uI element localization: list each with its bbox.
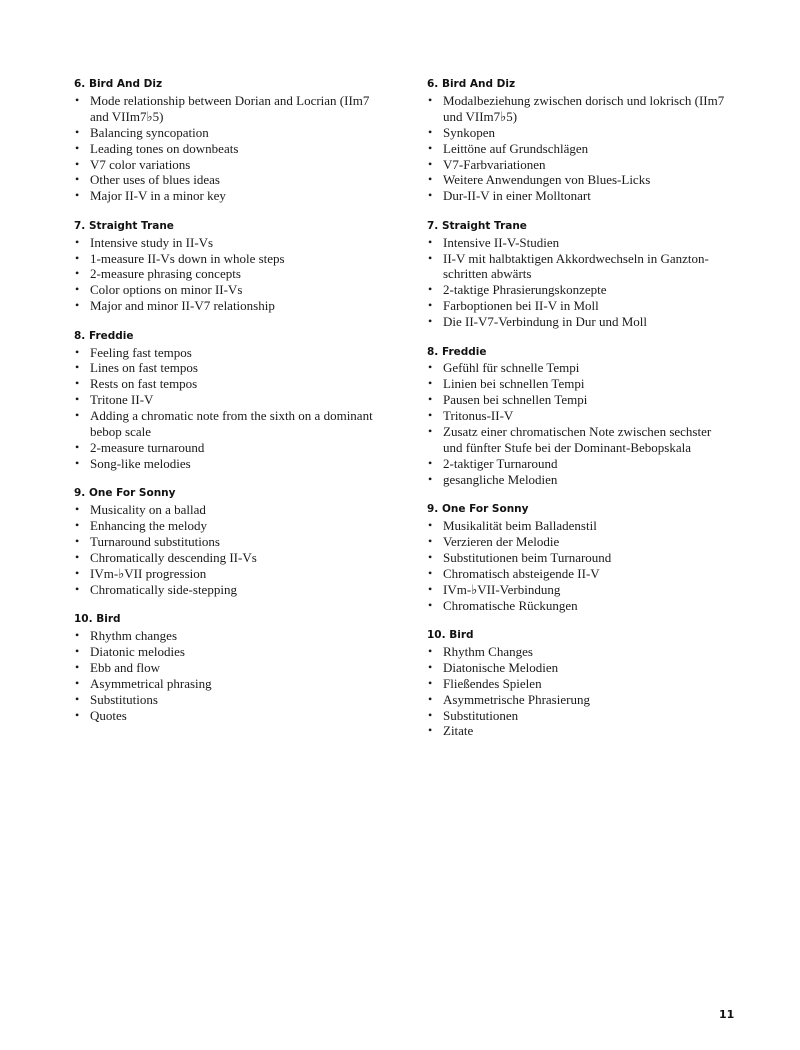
bullet-icon: • xyxy=(428,298,433,313)
list-item xyxy=(427,376,727,392)
bullet-icon: • xyxy=(75,234,80,249)
bullet-icon: • xyxy=(75,392,80,407)
section-title: 7. Straight Trane xyxy=(74,219,174,232)
list-item-text: Major and minor II-V7 relationship xyxy=(90,298,275,314)
bullet-icon: • xyxy=(75,360,80,375)
list-item-text: Gefühl für schnelle Tempi xyxy=(443,360,580,376)
list-item-text: Balancing syncopation xyxy=(90,124,209,140)
list-item xyxy=(427,723,727,739)
list-item xyxy=(427,566,727,582)
list-item-text: Major II-V in a minor key xyxy=(90,188,226,204)
section xyxy=(74,219,374,314)
list-item xyxy=(74,188,374,204)
list-item xyxy=(427,157,727,173)
section-title: 10. Bird xyxy=(427,629,474,642)
bullet-list xyxy=(74,345,374,472)
list-item-text: Rhythm Changes xyxy=(443,643,533,659)
list-item xyxy=(74,376,374,392)
section-title: 7. Straight Trane xyxy=(427,219,527,232)
bullet-icon: • xyxy=(428,314,433,329)
bullet-icon: • xyxy=(75,628,80,643)
list-item xyxy=(74,582,374,598)
bullet-icon: • xyxy=(428,691,433,706)
section xyxy=(74,612,374,723)
list-item xyxy=(427,298,727,314)
bullet-icon: • xyxy=(75,124,80,139)
list-item xyxy=(74,235,374,251)
list-item-text: Substitutionen beim Turnaround xyxy=(443,549,612,565)
bullet-icon: • xyxy=(75,455,80,470)
section xyxy=(427,628,727,739)
list-item-text: gesangliche Melodien xyxy=(443,471,558,487)
bullet-icon: • xyxy=(75,659,80,674)
list-item xyxy=(427,660,727,676)
list-item xyxy=(427,235,727,251)
english-column xyxy=(74,77,374,738)
bullet-icon: • xyxy=(428,124,433,139)
bullet-list xyxy=(427,644,727,739)
list-item-text: Quotes xyxy=(90,707,127,723)
list-item xyxy=(74,534,374,550)
bullet-icon: • xyxy=(428,92,433,107)
section xyxy=(427,219,727,330)
bullet-icon: • xyxy=(428,675,433,690)
list-item xyxy=(427,93,727,125)
list-item-text: Mode relationship between Dorian and Locrian (IIm7 and VIIm7♭5) xyxy=(90,92,370,124)
list-item-text: V7 color variations xyxy=(90,156,191,172)
bullet-icon: • xyxy=(75,140,80,155)
bullet-icon: • xyxy=(75,534,80,548)
list-item-text: Chromatisch absteigende II-V xyxy=(443,565,600,581)
bullet-icon: • xyxy=(428,234,433,249)
list-item xyxy=(427,550,727,566)
list-item-text: Modalbeziehung zwischen dorisch und lokrisch (IIm7 und VIIm7♭5) xyxy=(443,92,725,124)
list-item xyxy=(427,534,727,550)
list-item-text: 2-taktige Phrasierungskonzepte xyxy=(443,282,607,298)
list-item xyxy=(74,518,374,534)
list-item xyxy=(74,628,374,644)
list-item xyxy=(74,298,374,314)
list-item xyxy=(74,502,374,518)
section-title: 10. Bird xyxy=(74,613,121,626)
list-item xyxy=(74,550,374,566)
section xyxy=(74,329,374,472)
bullet-icon: • xyxy=(428,471,433,486)
list-item xyxy=(427,424,727,456)
bullet-icon: • xyxy=(75,581,80,596)
list-item xyxy=(74,172,374,188)
section-title: 6. Bird And Diz xyxy=(427,78,516,90)
bullet-list xyxy=(427,235,727,330)
list-item-text: Chromatically descending II-Vs xyxy=(90,549,257,565)
list-item xyxy=(427,314,727,330)
bullet-icon: • xyxy=(428,455,433,470)
bullet-list xyxy=(427,518,727,613)
list-item-text: 1-measure II-Vs down in whole steps xyxy=(90,250,285,266)
list-item-text: Linien bei schnellen Tempi xyxy=(443,376,585,392)
list-item-text: V7-Farbvariationen xyxy=(443,156,546,172)
bullet-icon: • xyxy=(428,360,433,375)
list-item xyxy=(74,251,374,267)
german-column xyxy=(427,77,727,754)
list-item xyxy=(74,660,374,676)
list-item-text: Chromatische Rückungen xyxy=(443,597,578,613)
bullet-icon: • xyxy=(75,691,80,706)
bullet-icon: • xyxy=(428,565,433,580)
list-item-text: Zusatz einer chromatischen Note zwischen sechster und fünfter Stufe bei der Dominant-Bebopskala xyxy=(443,424,712,455)
list-item xyxy=(427,408,727,424)
list-item xyxy=(74,125,374,141)
list-item xyxy=(427,582,727,598)
list-item-text: 2-measure turnaround xyxy=(90,439,205,455)
bullet-list xyxy=(74,93,374,204)
bullet-icon: • xyxy=(75,188,80,203)
list-item-text: Musicality on a ballad xyxy=(90,502,206,518)
bullet-icon: • xyxy=(428,392,433,407)
list-item xyxy=(427,251,727,283)
list-item-text: Rhythm changes xyxy=(90,628,178,644)
list-item-text: Turnaround substitutions xyxy=(90,534,220,549)
list-item-text: IVm-♭VII progression xyxy=(90,565,207,581)
list-item-text: Intensive II-V-Studien xyxy=(443,234,560,250)
bullet-icon: • xyxy=(428,659,433,674)
section-title: 6. Bird And Diz xyxy=(74,78,163,90)
list-item-text: Weitere Anwendungen von Blues-Licks xyxy=(443,172,651,188)
bullet-icon: • xyxy=(428,140,433,155)
bullet-icon: • xyxy=(428,172,433,187)
list-item xyxy=(427,188,727,204)
section xyxy=(427,502,727,613)
bullet-list xyxy=(74,502,374,597)
bullet-icon: • xyxy=(75,282,80,297)
list-item-text: Feeling fast tempos xyxy=(90,344,192,360)
section-title: 8. Freddie xyxy=(427,345,487,358)
bullet-icon: • xyxy=(75,344,80,359)
list-item xyxy=(427,456,727,472)
list-item-text: Farboptionen bei II-V in Moll xyxy=(443,298,599,314)
section xyxy=(74,77,374,204)
bullet-icon: • xyxy=(428,707,433,722)
list-item-text: Asymmetrical phrasing xyxy=(90,675,212,691)
list-item-text: Lines on fast tempos xyxy=(90,360,198,376)
page-number: 11 xyxy=(719,1008,735,1021)
list-item xyxy=(74,345,374,361)
list-item xyxy=(427,125,727,141)
list-item xyxy=(427,708,727,724)
list-item-text: Diatonische Melodien xyxy=(443,659,559,675)
list-item xyxy=(427,692,727,708)
bullet-icon: • xyxy=(75,92,80,107)
list-item-text: IVm-♭VII-Verbindung xyxy=(443,581,561,597)
bullet-icon: • xyxy=(75,376,80,391)
bullet-icon: • xyxy=(428,723,433,738)
list-item-text: Other uses of blues ideas xyxy=(90,172,220,188)
list-item xyxy=(74,392,374,408)
section xyxy=(427,77,727,204)
section xyxy=(74,486,374,597)
list-item xyxy=(427,676,727,692)
bullet-icon: • xyxy=(75,707,80,722)
list-item xyxy=(74,360,374,376)
bullet-icon: • xyxy=(428,282,433,297)
bullet-icon: • xyxy=(75,408,80,423)
bullet-list xyxy=(427,93,727,204)
bullet-icon: • xyxy=(428,518,433,533)
bullet-list xyxy=(74,628,374,723)
list-item-text: Chromatically side-stepping xyxy=(90,581,237,597)
section-title: 9. One For Sonny xyxy=(74,487,176,500)
list-item-text: Intensive study in II-Vs xyxy=(90,234,214,250)
list-item xyxy=(427,598,727,614)
list-item-text: Diatonic melodies xyxy=(90,643,185,659)
section-title: 8. Freddie xyxy=(74,329,134,342)
bullet-icon: • xyxy=(428,643,433,658)
list-item xyxy=(427,392,727,408)
list-item-text: Dur-II-V in einer Molltonart xyxy=(443,188,591,204)
list-item xyxy=(427,644,727,660)
list-item-text: Fließendes Spielen xyxy=(443,675,542,691)
section xyxy=(427,345,727,488)
list-item xyxy=(74,644,374,660)
list-item-text: Substitutions xyxy=(90,691,158,707)
list-item xyxy=(74,676,374,692)
bullet-list xyxy=(74,235,374,315)
bullet-icon: • xyxy=(75,565,80,580)
bullet-icon: • xyxy=(75,502,80,517)
list-item-text: Asymmetrische Phrasierung xyxy=(443,691,590,707)
bullet-icon: • xyxy=(75,266,80,281)
bullet-icon: • xyxy=(428,408,433,423)
list-item xyxy=(74,282,374,298)
list-item xyxy=(74,456,374,472)
list-item-text: Adding a chromatic note from the sixth on a dominant bebop scale xyxy=(90,408,373,440)
bullet-icon: • xyxy=(428,250,433,265)
section-title: 9. One For Sonny xyxy=(427,503,529,516)
list-item xyxy=(427,141,727,157)
list-item-text: Leittöne auf Grundschlägen xyxy=(443,140,589,156)
bullet-icon: • xyxy=(75,549,80,564)
list-item xyxy=(74,408,374,440)
list-item-text: Verzieren der Melodie xyxy=(443,534,560,549)
bullet-icon: • xyxy=(428,534,433,548)
list-item xyxy=(74,93,374,125)
list-item xyxy=(427,360,727,376)
list-item-text: Leading tones on downbeats xyxy=(90,140,239,156)
list-item-text: 2-taktiger Turnaround xyxy=(443,455,558,471)
list-item-text: Song-like melodies xyxy=(90,455,191,471)
list-item xyxy=(74,708,374,724)
bullet-icon: • xyxy=(75,250,80,265)
bullet-icon: • xyxy=(428,597,433,612)
list-item-text: Tritone II-V xyxy=(90,392,154,408)
list-item-text: 2-measure phrasing concepts xyxy=(90,266,241,282)
list-item-text: Ebb and flow xyxy=(90,659,161,675)
list-item-text: Synkopen xyxy=(443,124,495,140)
bullet-icon: • xyxy=(75,675,80,690)
bullet-icon: • xyxy=(75,298,80,313)
bullet-icon: • xyxy=(428,549,433,564)
list-item xyxy=(427,518,727,534)
list-item xyxy=(74,566,374,582)
bullet-icon: • xyxy=(75,518,80,533)
list-item-text: Enhancing the melody xyxy=(90,518,207,534)
list-item xyxy=(427,172,727,188)
list-item-text: Musikalität beim Balladenstil xyxy=(443,518,597,534)
list-item xyxy=(74,266,374,282)
bullet-icon: • xyxy=(75,643,80,658)
list-item xyxy=(74,440,374,456)
list-item-text: II-V mit halbtaktigen Akkordwechseln in Ganzton-schritten abwärts xyxy=(443,250,709,282)
bullet-list xyxy=(427,360,727,487)
list-item-text: Pausen bei schnellen Tempi xyxy=(443,392,588,408)
list-item-text: Die II-V7-Verbindung in Dur und Moll xyxy=(443,314,647,330)
bullet-icon: • xyxy=(428,581,433,596)
list-item-text: Rests on fast tempos xyxy=(90,376,198,392)
bullet-icon: • xyxy=(428,376,433,391)
bullet-icon: • xyxy=(75,439,80,454)
bullet-icon: • xyxy=(428,156,433,171)
list-item xyxy=(74,157,374,173)
list-item xyxy=(427,282,727,298)
bullet-icon: • xyxy=(75,172,80,187)
list-item-text: Substitutionen xyxy=(443,707,519,723)
list-item xyxy=(74,692,374,708)
bullet-icon: • xyxy=(75,156,80,171)
list-item xyxy=(427,472,727,488)
list-item-text: Color options on minor II-Vs xyxy=(90,282,243,298)
bullet-icon: • xyxy=(428,188,433,203)
list-item-text: Zitate xyxy=(443,723,474,739)
bullet-icon: • xyxy=(428,424,433,439)
list-item-text: Tritonus-II-V xyxy=(443,408,514,424)
list-item xyxy=(74,141,374,157)
